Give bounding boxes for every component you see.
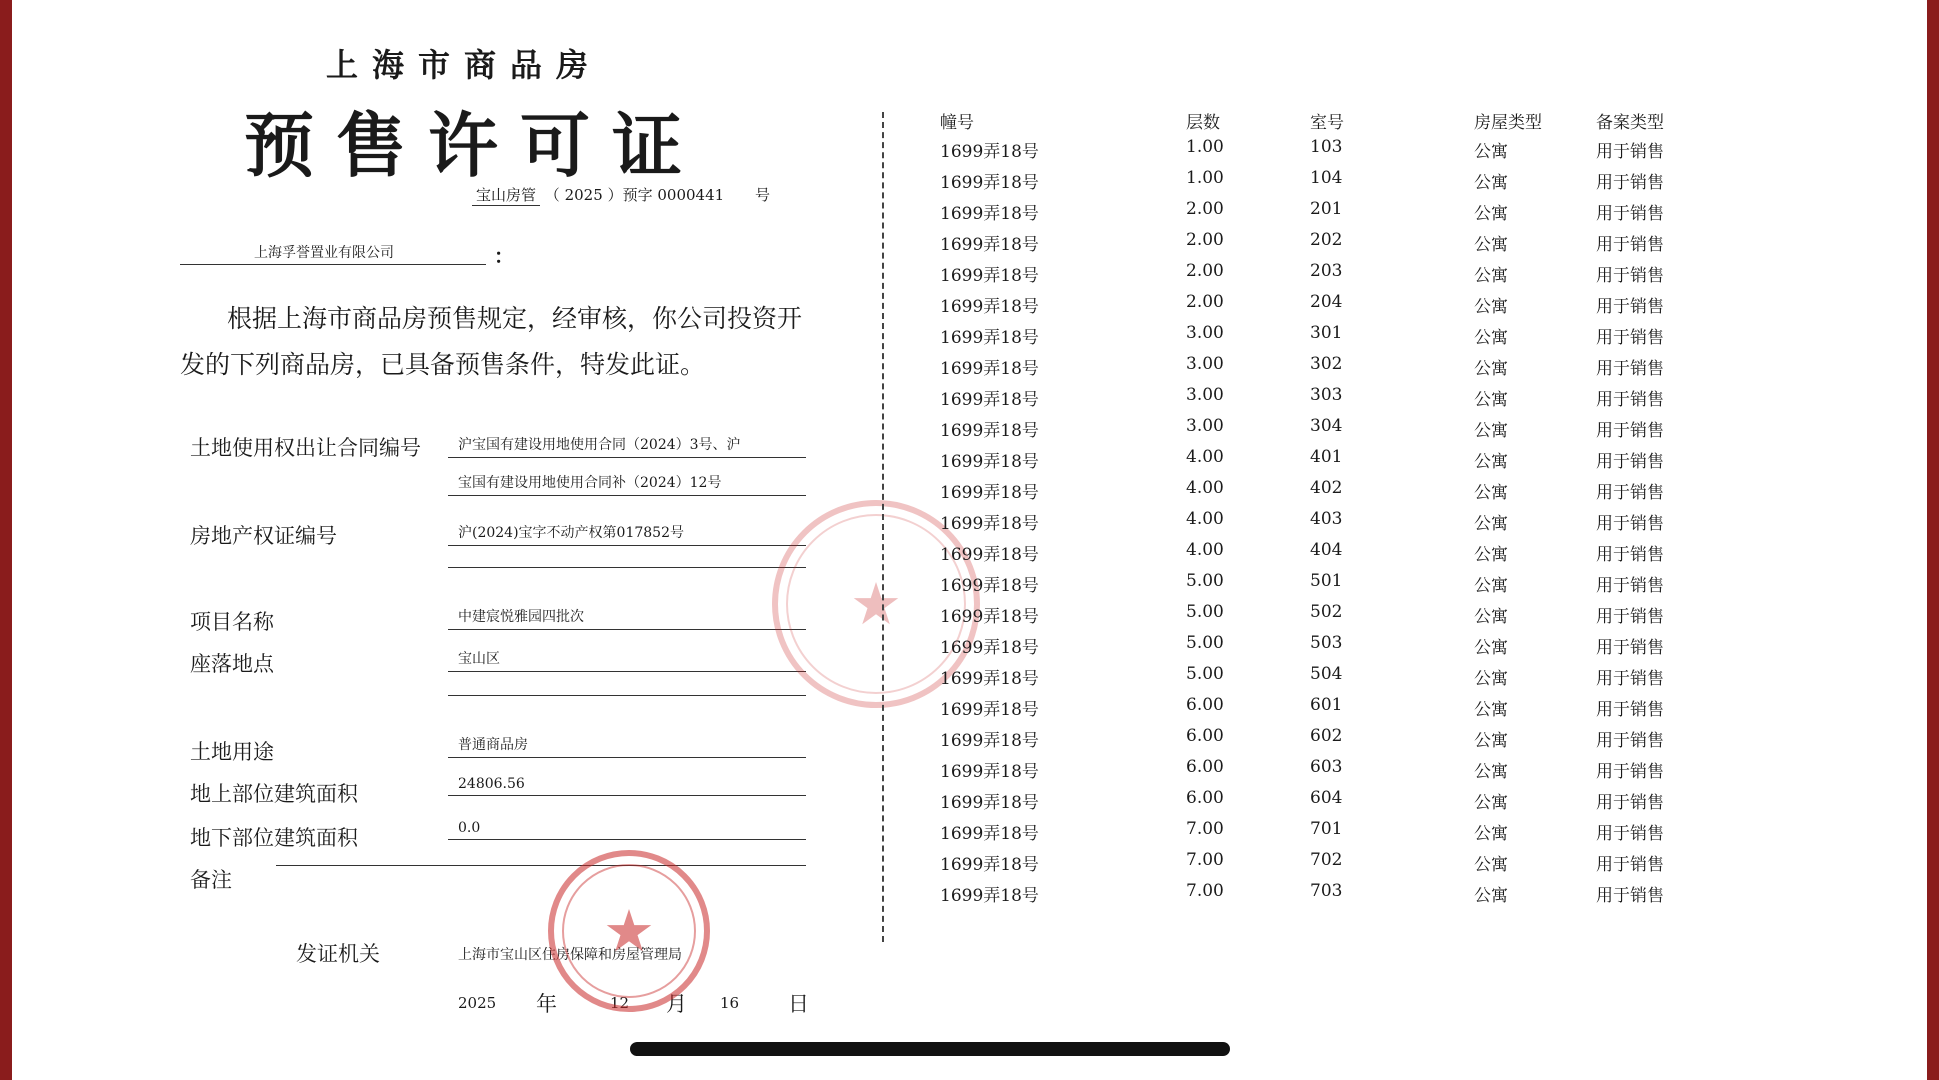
cell-floor: 4.00 — [1186, 447, 1224, 467]
cell-record-type: 用于销售 — [1596, 638, 1664, 658]
cell-record-type: 用于销售 — [1596, 886, 1664, 906]
cell-record-type: 用于销售 — [1596, 390, 1664, 410]
header-room: 室号 — [1310, 113, 1344, 133]
cell-record-type: 用于销售 — [1596, 545, 1664, 565]
cell-house-type: 公寓 — [1474, 576, 1508, 596]
header-building: 幢号 — [940, 113, 974, 133]
cell-house-type: 公寓 — [1474, 886, 1508, 906]
cell-house-type: 公寓 — [1474, 731, 1508, 751]
field-value-property-cert: 沪(2024)宝字不动产权第017852号 — [448, 522, 806, 546]
cell-room: 603 — [1310, 757, 1343, 777]
cell-building: 1699弄18号 — [940, 142, 1039, 162]
cell-record-type: 用于销售 — [1596, 266, 1664, 286]
cell-building: 1699弄18号 — [940, 452, 1039, 472]
cell-room: 103 — [1310, 137, 1343, 157]
cell-room: 203 — [1310, 261, 1343, 281]
certificate-panel — [150, 0, 810, 1080]
cell-room: 302 — [1310, 354, 1343, 374]
cell-room: 404 — [1310, 540, 1343, 560]
home-indicator[interactable] — [630, 1042, 1230, 1056]
table-row — [940, 137, 1700, 168]
cell-room: 504 — [1310, 664, 1343, 684]
table-row — [940, 881, 1700, 912]
table-row — [940, 199, 1700, 230]
issuer-label: 发证机关 — [296, 942, 380, 966]
field-value-land-contract-2: 宝国有建设用地使用合同补（2024）12号 — [448, 472, 806, 496]
cell-house-type: 公寓 — [1474, 266, 1508, 286]
field-label-above-ground-area: 地上部位建筑面积 — [190, 782, 358, 806]
cell-house-type: 公寓 — [1474, 607, 1508, 627]
field-label-below-ground-area: 地下部位建筑面积 — [190, 826, 358, 850]
cell-room: 503 — [1310, 633, 1343, 653]
cell-building: 1699弄18号 — [940, 886, 1039, 906]
cell-record-type: 用于销售 — [1596, 297, 1664, 317]
header-record-type: 备案类型 — [1596, 113, 1664, 133]
cell-record-type: 用于销售 — [1596, 359, 1664, 379]
cell-record-type: 用于销售 — [1596, 514, 1664, 534]
cell-record-type: 用于销售 — [1596, 204, 1664, 224]
cell-house-type: 公寓 — [1474, 855, 1508, 875]
table-row — [940, 664, 1700, 695]
cell-floor: 4.00 — [1186, 509, 1224, 529]
cell-house-type: 公寓 — [1474, 762, 1508, 782]
cell-house-type: 公寓 — [1474, 390, 1508, 410]
table-row — [940, 571, 1700, 602]
cell-building: 1699弄18号 — [940, 359, 1039, 379]
cell-record-type: 用于销售 — [1596, 235, 1664, 255]
cell-room: 702 — [1310, 850, 1343, 870]
cell-building: 1699弄18号 — [940, 390, 1039, 410]
star-icon: ★ — [850, 570, 902, 638]
cell-room: 701 — [1310, 819, 1343, 839]
table-row — [940, 509, 1700, 540]
cell-record-type: 用于销售 — [1596, 421, 1664, 441]
cell-floor: 7.00 — [1186, 819, 1224, 839]
cell-record-type: 用于销售 — [1596, 731, 1664, 751]
official-seal-icon — [548, 850, 710, 1012]
cell-house-type: 公寓 — [1474, 545, 1508, 565]
frame-left — [0, 0, 12, 1080]
cell-house-type: 公寓 — [1474, 421, 1508, 441]
table-row — [940, 292, 1700, 323]
cell-building: 1699弄18号 — [940, 483, 1039, 503]
field-value-land-contract-1: 沪宝国有建设用地使用合同（2024）3号、沪 — [448, 434, 806, 458]
cell-floor: 7.00 — [1186, 850, 1224, 870]
cell-floor: 7.00 — [1186, 881, 1224, 901]
cell-floor: 3.00 — [1186, 354, 1224, 374]
table-row — [940, 757, 1700, 788]
cell-floor: 4.00 — [1186, 540, 1224, 560]
cell-floor: 2.00 — [1186, 230, 1224, 250]
cell-house-type: 公寓 — [1474, 793, 1508, 813]
cell-room: 204 — [1310, 292, 1343, 312]
cell-record-type: 用于销售 — [1596, 142, 1664, 162]
field-label-project-name: 项目名称 — [190, 610, 274, 634]
cell-floor: 2.00 — [1186, 199, 1224, 219]
cell-room: 303 — [1310, 385, 1343, 405]
cell-building: 1699弄18号 — [940, 762, 1039, 782]
cell-record-type: 用于销售 — [1596, 793, 1664, 813]
cell-building: 1699弄18号 — [940, 266, 1039, 286]
cell-house-type: 公寓 — [1474, 700, 1508, 720]
cell-building: 1699弄18号 — [940, 204, 1039, 224]
cell-record-type: 用于销售 — [1596, 607, 1664, 627]
table-row — [940, 540, 1700, 571]
permit-suffix: 号 — [754, 186, 770, 204]
cell-room: 602 — [1310, 726, 1343, 746]
cell-record-type: 用于销售 — [1596, 328, 1664, 348]
date-year: 2025 — [458, 994, 497, 1012]
permit-serial: 0000441 — [657, 186, 725, 204]
cell-room: 201 — [1310, 199, 1343, 219]
field-value-above-ground-area: 24806.56 — [448, 776, 806, 796]
cell-room: 501 — [1310, 571, 1343, 591]
table-row — [940, 323, 1700, 354]
table-header — [940, 108, 1700, 137]
cell-building: 1699弄18号 — [940, 514, 1039, 534]
cell-floor: 3.00 — [1186, 323, 1224, 343]
table-row — [940, 602, 1700, 633]
cell-floor: 3.00 — [1186, 385, 1224, 405]
cell-building: 1699弄18号 — [940, 235, 1039, 255]
field-label-location: 座落地点 — [190, 652, 274, 676]
cell-room: 402 — [1310, 478, 1343, 498]
table-row — [940, 633, 1700, 664]
cell-room: 703 — [1310, 881, 1343, 901]
table-row — [940, 788, 1700, 819]
date-month: 12 — [610, 994, 630, 1012]
cell-room: 502 — [1310, 602, 1343, 622]
cell-room: 604 — [1310, 788, 1343, 808]
cell-house-type: 公寓 — [1474, 669, 1508, 689]
perforation-divider — [882, 112, 884, 942]
cell-floor: 2.00 — [1186, 292, 1224, 312]
cell-room: 202 — [1310, 230, 1343, 250]
certificate-paragraph: 根据上海市商品房预售规定，经审核，你公司投资开发的下列商品房，已具备预售条件，特发此证。 — [180, 304, 803, 379]
cell-house-type: 公寓 — [1474, 483, 1508, 503]
table-row — [940, 230, 1700, 261]
table-row — [940, 261, 1700, 292]
date-year-label: 年 — [536, 992, 557, 1016]
cell-house-type: 公寓 — [1474, 173, 1508, 193]
certificate-title-small: 上海市商品房 — [326, 46, 603, 84]
cell-building: 1699弄18号 — [940, 607, 1039, 627]
cell-floor: 6.00 — [1186, 788, 1224, 808]
permit-word: ）预字 — [607, 186, 653, 204]
field-value-remarks — [276, 862, 806, 866]
cell-floor: 4.00 — [1186, 478, 1224, 498]
cell-house-type: 公寓 — [1474, 204, 1508, 224]
permit-year: 2025 — [564, 186, 603, 204]
cell-building: 1699弄18号 — [940, 576, 1039, 596]
permit-authority: 宝山房管 — [472, 184, 540, 206]
cell-house-type: 公寓 — [1474, 638, 1508, 658]
table-row — [940, 695, 1700, 726]
unit-table — [940, 108, 1700, 912]
star-icon: ★ — [603, 897, 655, 965]
table-row — [940, 819, 1700, 850]
cell-room: 403 — [1310, 509, 1343, 529]
cell-record-type: 用于销售 — [1596, 669, 1664, 689]
cell-building: 1699弄18号 — [940, 731, 1039, 751]
cell-floor: 6.00 — [1186, 757, 1224, 777]
cell-record-type: 用于销售 — [1596, 576, 1664, 596]
table-row — [940, 447, 1700, 478]
permit-paren: （ — [544, 186, 560, 204]
cell-record-type: 用于销售 — [1596, 762, 1664, 782]
cell-floor: 6.00 — [1186, 726, 1224, 746]
field-value-location: 宝山区 — [448, 648, 806, 672]
certificate-title: 预售许可证 — [244, 104, 704, 187]
cell-building: 1699弄18号 — [940, 545, 1039, 565]
field-value-land-use: 普通商品房 — [448, 734, 806, 758]
table-row — [940, 385, 1700, 416]
field-value-location-2 — [448, 692, 806, 696]
cell-building: 1699弄18号 — [940, 700, 1039, 720]
date-day-label: 日 — [788, 992, 809, 1016]
field-value-project-name: 中建宸悦雅园四批次 — [448, 606, 806, 630]
field-label-land-use: 土地用途 — [190, 740, 274, 764]
company-colon: ： — [494, 244, 514, 268]
cell-building: 1699弄18号 — [940, 297, 1039, 317]
company-name: 上海孚誉置业有限公司 — [180, 242, 486, 265]
cell-building: 1699弄18号 — [940, 638, 1039, 658]
cell-room: 401 — [1310, 447, 1343, 467]
cell-building: 1699弄18号 — [940, 421, 1039, 441]
cell-floor: 5.00 — [1186, 664, 1224, 684]
cell-record-type: 用于销售 — [1596, 452, 1664, 472]
cell-floor: 6.00 — [1186, 695, 1224, 715]
cell-record-type: 用于销售 — [1596, 700, 1664, 720]
cell-house-type: 公寓 — [1474, 452, 1508, 472]
header-house-type: 房屋类型 — [1474, 113, 1542, 133]
issuer-name: 上海市宝山区住房保障和房屋管理局 — [458, 947, 682, 963]
field-value-property-cert-2 — [448, 564, 806, 568]
table-row — [940, 850, 1700, 881]
cell-floor: 1.00 — [1186, 168, 1224, 188]
cell-building: 1699弄18号 — [940, 173, 1039, 193]
cell-room: 104 — [1310, 168, 1343, 188]
table-row — [940, 354, 1700, 385]
cell-floor: 5.00 — [1186, 633, 1224, 653]
cell-building: 1699弄18号 — [940, 328, 1039, 348]
date-day: 16 — [720, 994, 740, 1012]
cell-house-type: 公寓 — [1474, 142, 1508, 162]
field-value-below-ground-area: 0.0 — [448, 820, 806, 840]
cell-house-type: 公寓 — [1474, 824, 1508, 844]
header-floor: 层数 — [1186, 113, 1220, 133]
cell-record-type: 用于销售 — [1596, 824, 1664, 844]
field-label-land-contract: 土地使用权出让合同编号 — [190, 436, 421, 460]
frame-right — [1927, 0, 1939, 1080]
table-row — [940, 416, 1700, 447]
table-row — [940, 168, 1700, 199]
cell-building: 1699弄18号 — [940, 824, 1039, 844]
cell-room: 301 — [1310, 323, 1343, 343]
cell-house-type: 公寓 — [1474, 235, 1508, 255]
cell-floor: 1.00 — [1186, 137, 1224, 157]
table-row — [940, 726, 1700, 757]
table-row — [940, 478, 1700, 509]
cell-house-type: 公寓 — [1474, 297, 1508, 317]
date-month-label: 月 — [666, 992, 687, 1016]
cell-room: 601 — [1310, 695, 1343, 715]
cell-floor: 5.00 — [1186, 602, 1224, 622]
cell-building: 1699弄18号 — [940, 793, 1039, 813]
cell-house-type: 公寓 — [1474, 359, 1508, 379]
cell-record-type: 用于销售 — [1596, 173, 1664, 193]
field-label-remarks: 备注 — [190, 868, 232, 892]
cell-building: 1699弄18号 — [940, 669, 1039, 689]
cell-building: 1699弄18号 — [940, 855, 1039, 875]
cell-floor: 3.00 — [1186, 416, 1224, 436]
cell-floor: 5.00 — [1186, 571, 1224, 591]
cell-record-type: 用于销售 — [1596, 855, 1664, 875]
cell-house-type: 公寓 — [1474, 514, 1508, 534]
cell-floor: 2.00 — [1186, 261, 1224, 281]
cell-house-type: 公寓 — [1474, 328, 1508, 348]
field-label-property-cert: 房地产权证编号 — [190, 524, 337, 548]
cell-record-type: 用于销售 — [1596, 483, 1664, 503]
cell-room: 304 — [1310, 416, 1343, 436]
permit-number — [472, 184, 770, 206]
